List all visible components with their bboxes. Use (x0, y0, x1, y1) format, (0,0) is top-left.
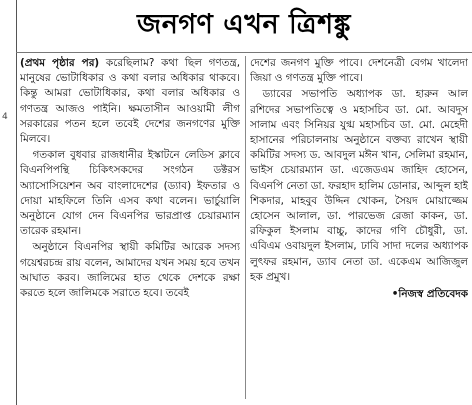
article-column-right (250, 56, 468, 401)
article-paragraph-5: ড্যাবের সভাপতি অধ্যাপক ডা. হারুন আল রশিদের সভাপতিত্বে ও মহাসচিব ডা. মো. আবদুস সালাম এবং সিনিয়র যুগ্ম মহাসচিব ডা. মো. মেহেদী হাসানের পরিচালনায় অনুষ্ঠানে বক্তব্য রাখেন স্থায়ী কমিটির সদস্য ড. আবদুল মঈন খান, সেলিমা রহমান, ভাইস চেয়ারম্যান ডা. এজেডএম জাহিদ হোসেন, বিএনপি নেতা ডা. ফরহাদ হালিম ডোনার, আব্দুল হাই শিকদার, মাহবুব উদ্দিন খোকন, সৈয়দ মোয়াজ্জেম হোসেন আলাল, ডা. পারভেজ রেজা কাকন, ডা. রফিকুল ইসলাম বাচ্চু, কাদের গণি চৌধুরী, ডা. এবিএম ওবায়দুল ইসলাম, ঢাবি সাদা দলের অধ্যাপক লুৎফর রহমান, ড্যাব নেতা ডা. একেএম আজিজুল হক প্রমুখ। (250, 88, 468, 283)
continued-from-marker: (প্রথম পৃষ্ঠার পর) (20, 57, 100, 69)
adjacent-column-digit: 4 (2, 112, 8, 122)
column-separator (245, 56, 246, 399)
headline-divider (16, 52, 472, 53)
article-paragraph-4: দেশের জনগণ মুক্তি পাবে। দেশনেত্রী বেগম খালেদা জিয়া ও গণতন্ত্র মুক্তি পাবে। (250, 57, 468, 85)
paragraph-1-text: করেছিলাম? কথা ছিল গণতন্ত্র, মানুষের ভোটাধিকার ও কথা বলার অধিকার থাকবে। কিন্তু আমরা ভোটাধিকার, কথা বলার অধিকার ও গণতন্ত্র আজও পাইনি। ক্ষমতাসীন আওয়ামী লীগ সরকারের পতন হলে তবেই দেশের জনগণের মুক্তি মিলবে। (20, 57, 240, 146)
adjacent-column-edge (0, 0, 17, 405)
article-paragraph-3: অনুষ্ঠানে বিএনপির স্থায়ী কমিটির আরেক সদস্য গয়েশ্বরচন্দ্র রায় বলেন, আমাদের যখন সময় হবে তখন আঘাত করব। জালিমের হাত থেকে দেশকে রক্ষা করতে হলে জালিমকে সরাতে হবে। তবেই (20, 241, 240, 300)
article-headline: জনগণ এখন ত্রিশঙ্কু (137, 9, 351, 40)
article-column-left (20, 56, 240, 401)
article-paragraph-1 (20, 56, 240, 147)
article-paragraph-2: গতকাল বুধবার রাজধানীর ইস্কাটনে লেডিস ক্লাবে বিএনপিপন্থি চিকিৎসকদের সংগঠন ডক্টরস অ্যাসোসিয়েশন অব বাংলাদেশের (ড্যাব) ইফতার ও দোয়া মাহফিলে তিনি এসব কথা বলেন। ভার্চুয়ালি অনুষ্ঠানে যোগ দেন বিএনপির ভারপ্রাপ্ত চেয়ারম্যান তারেক রহমান। (20, 149, 240, 238)
byline: •নিজস্ব প্রতিবেদক (391, 288, 468, 301)
